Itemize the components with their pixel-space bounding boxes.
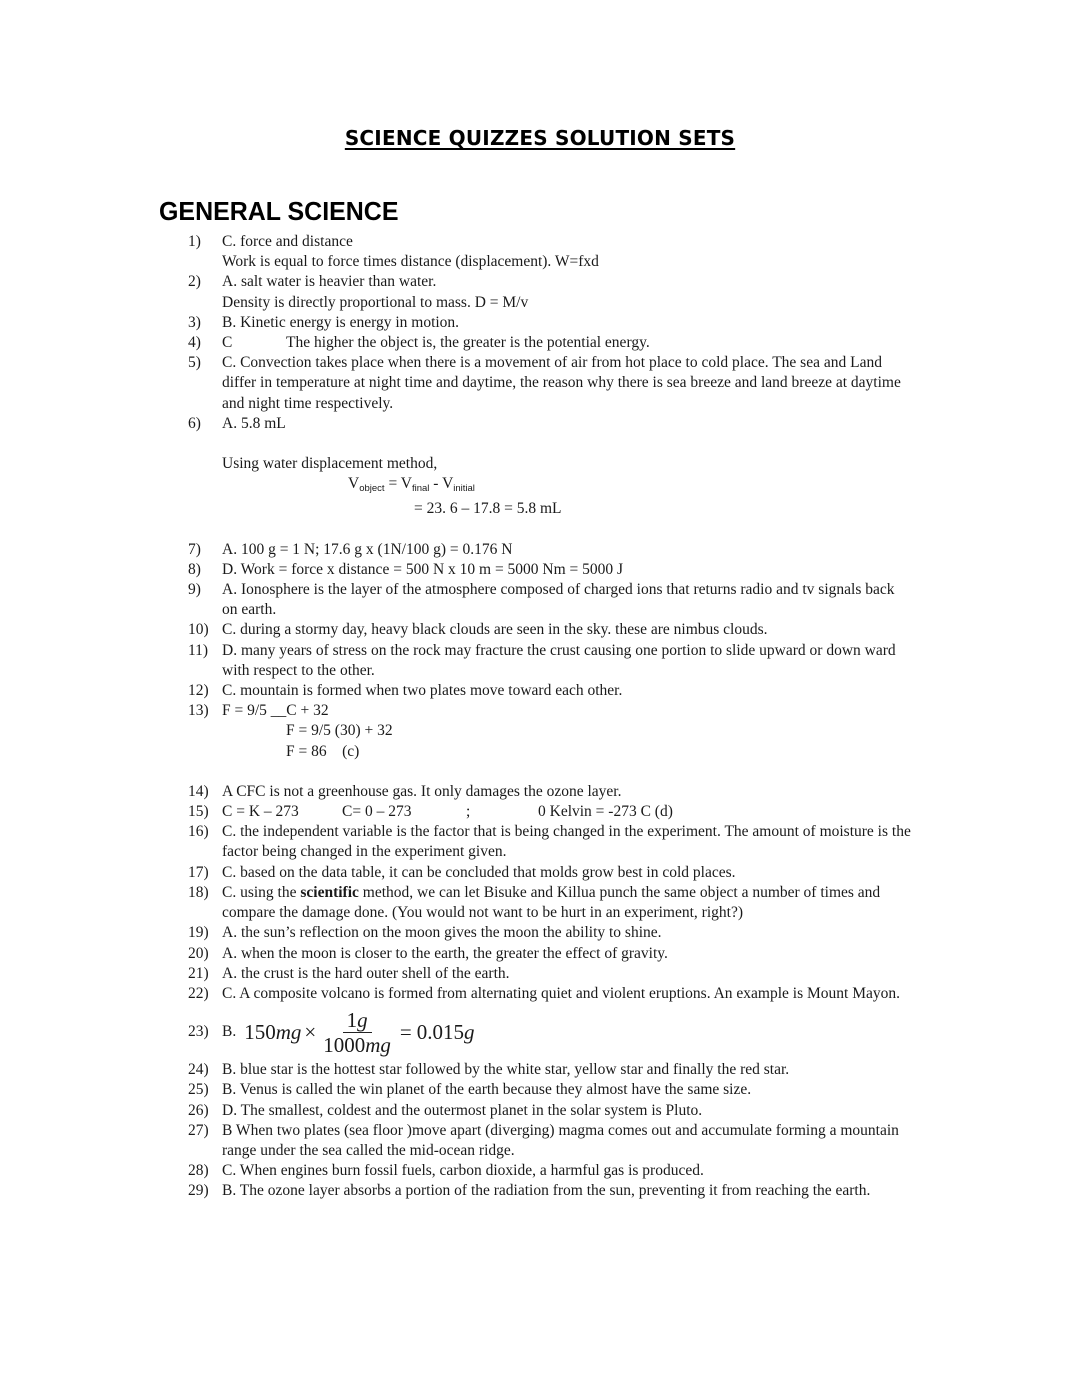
item-number: 9) [188, 581, 201, 599]
temperature-formula: C = K – 273 C= 0 – 273 ; 0 Kelvin = -273 C (d) [222, 803, 673, 821]
item-number: 25) [188, 1081, 209, 1099]
item-number: 18) [188, 883, 209, 901]
answer-item-4 [188, 333, 928, 353]
unit-conversion-equation: 150 mg × $\frac{1g}{1000mg}$ = 0.015 g [244, 1007, 475, 1057]
answer-item-9 [188, 580, 928, 620]
answer-item-26 [188, 1101, 928, 1121]
answer-text: C. using the scientific method, we can let Bisuke and Killua punch the same object a number of times and compare the damage done. (You would not want to be hurt in an experiment, right?) [222, 883, 881, 922]
answer-item-10 [188, 620, 928, 640]
item-number: 24) [188, 1061, 209, 1079]
emphasis-scientific: scientific [300, 883, 359, 901]
answer-item-28 [188, 1161, 928, 1181]
answer-item-2 [188, 272, 928, 312]
item-number: 27) [188, 1121, 209, 1139]
section-heading: GENERAL SCIENCE [159, 196, 399, 226]
answer-text: A. 5.8 mL [222, 414, 286, 432]
answer-item-13 [188, 701, 928, 782]
item-number: 10) [188, 621, 209, 639]
answer-item-7 [188, 540, 928, 560]
answer-item-18 [188, 883, 928, 923]
answer-item-14 [188, 782, 928, 802]
answer-letter: C [222, 334, 233, 352]
conversion-formula: F = 9/5 __C + 32 [222, 702, 329, 720]
answer-item-24 [188, 1060, 928, 1080]
answer-letter: B. [222, 1023, 237, 1040]
answer-list [188, 232, 928, 1202]
answer-text: A. the sun’s reflection on the moon gives the moon the ability to shine. [222, 924, 662, 942]
answer-text: B. blue star is the hottest star followed by the white star, yellow star and finally the red star. [222, 1061, 790, 1079]
answer-text: D. The smallest, coldest and the outermost planet in the solar system is Pluto. [222, 1101, 703, 1119]
item-number: 6) [188, 414, 201, 432]
answer-item-21 [188, 964, 928, 984]
answer-text: A. 100 g = 1 N; 17.6 g x (1N/100 g) = 0.176 N [222, 540, 513, 558]
answer-item-19 [188, 923, 928, 943]
document-title: SCIENCE QUIZZES SOLUTION SETS [344, 126, 736, 150]
answer-text: B. Venus is called the win planet of the earth because they almost have the same size. [222, 1081, 752, 1099]
answer-text: D. Work = force x distance = 500 N x 10 m = 5000 Nm = 5000 J [222, 560, 624, 578]
answer-text: C. during a stormy day, heavy black clouds are seen in the sky. these are nimbus clouds. [222, 621, 768, 639]
item-number: 3) [188, 313, 201, 331]
answer-text: A. salt water is heavier than water. [222, 273, 437, 291]
item-number: 13) [188, 702, 209, 720]
item-number: 28) [188, 1162, 209, 1180]
answer-item-5 [188, 353, 928, 414]
answer-text: C. A composite volcano is formed from alternating quiet and violent eruptions. An example is Mount Mayon. [222, 984, 901, 1002]
volume-formula: $V_{object} = V_{final} - V_{initial}$ [348, 475, 475, 495]
answer-item-6 [188, 414, 928, 540]
item-number: 2) [188, 273, 201, 291]
explanation-text: Work is equal to force times distance (displacement). W=fxd [222, 253, 599, 271]
item-number: 7) [188, 540, 201, 558]
answer-item-16 [188, 822, 928, 862]
item-number: 21) [188, 964, 209, 982]
answer-item-27 [188, 1121, 928, 1161]
item-number: 17) [188, 863, 209, 881]
item-number: 23) [188, 1023, 209, 1041]
answer-text: B. Kinetic energy is energy in motion. [222, 313, 460, 331]
answer-item-12 [188, 681, 928, 701]
item-number: 20) [188, 944, 209, 962]
answer-text: A. Ionosphere is the layer of the atmosphere composed of charged ions that returns radio and tv signals back on earth. [222, 581, 895, 619]
answer-item-11 [188, 641, 928, 681]
answer-text: C. mountain is formed when two plates move toward each other. [222, 682, 623, 700]
answer-item-8 [188, 560, 928, 580]
explanation-text: Density is directly proportional to mass. D = M/v [222, 293, 529, 311]
item-number: 19) [188, 924, 209, 942]
item-number: 15) [188, 803, 209, 821]
answer-item-22 [188, 984, 928, 1004]
item-number: 26) [188, 1101, 209, 1119]
answer-text: D. many years of stress on the rock may fracture the crust causing one portion to slide upward or down ward with respect to the other. [222, 641, 896, 679]
item-number: 22) [188, 984, 209, 1002]
item-number: 5) [188, 354, 201, 372]
item-number: 12) [188, 682, 209, 700]
volume-calculation: = 23. 6 – 17.8 = 5.8 mL [414, 500, 562, 518]
item-number: 4) [188, 334, 201, 352]
answer-text: C. When engines burn fossil fuels, carbon dioxide, a harmful gas is produced. [222, 1162, 704, 1180]
conversion-result: F = 86 (c) [286, 742, 360, 760]
answer-text: A. when the moon is closer to the earth, the greater the effect of gravity. [222, 944, 668, 962]
answer-text: C. the independent variable is the factor that is being changed in the experiment. The amount of moisture is the factor being changed in the experiment given. [222, 823, 911, 861]
answer-item-20 [188, 944, 928, 964]
answer-text: A CFC is not a greenhouse gas. It only damages the ozone layer. [222, 782, 622, 800]
conversion-step: F = 9/5 (30) + 32 [286, 722, 393, 740]
answer-item-23 [188, 1004, 928, 1060]
explanation-text: The higher the object is, the greater is the potential energy. [286, 334, 650, 352]
item-number: 11) [188, 641, 209, 659]
item-number: 16) [188, 823, 209, 841]
answer-item-1 [188, 232, 928, 272]
item-number: 8) [188, 560, 201, 578]
answer-text: B When two plates (sea floor )move apart (diverging) magma comes out and accumulate forming a mountain range under the sea called the mid-ocean ridge. [222, 1121, 899, 1159]
answer-item-29 [188, 1181, 928, 1201]
answer-text: C. Convection takes place when there is a movement of air from hot place to cold place. The sea and Land differ in temperature at night time and daytime, the reason why there is sea breeze and land breeze at daytime and night time respectively. [222, 354, 901, 412]
answer-text: C. force and distance [222, 233, 353, 250]
answer-text: C. based on the data table, it can be concluded that molds grow best in cold places. [222, 863, 736, 881]
answer-text: A. the crust is the hard outer shell of the earth. [222, 964, 510, 982]
method-text: Using water displacement method, [222, 455, 438, 473]
item-number: 29) [188, 1182, 209, 1200]
fraction: $\frac{1g}{1000mg}$ [323, 1007, 391, 1057]
answer-text: B. The ozone layer absorbs a portion of the radiation from the sun, preventing it from reaching the earth. [222, 1182, 871, 1200]
answer-item-15 [188, 802, 928, 822]
answer-item-25 [188, 1080, 928, 1100]
answer-item-3 [188, 313, 928, 333]
item-number: 14) [188, 782, 209, 800]
item-number: 1) [188, 233, 201, 250]
answer-item-17 [188, 863, 928, 883]
